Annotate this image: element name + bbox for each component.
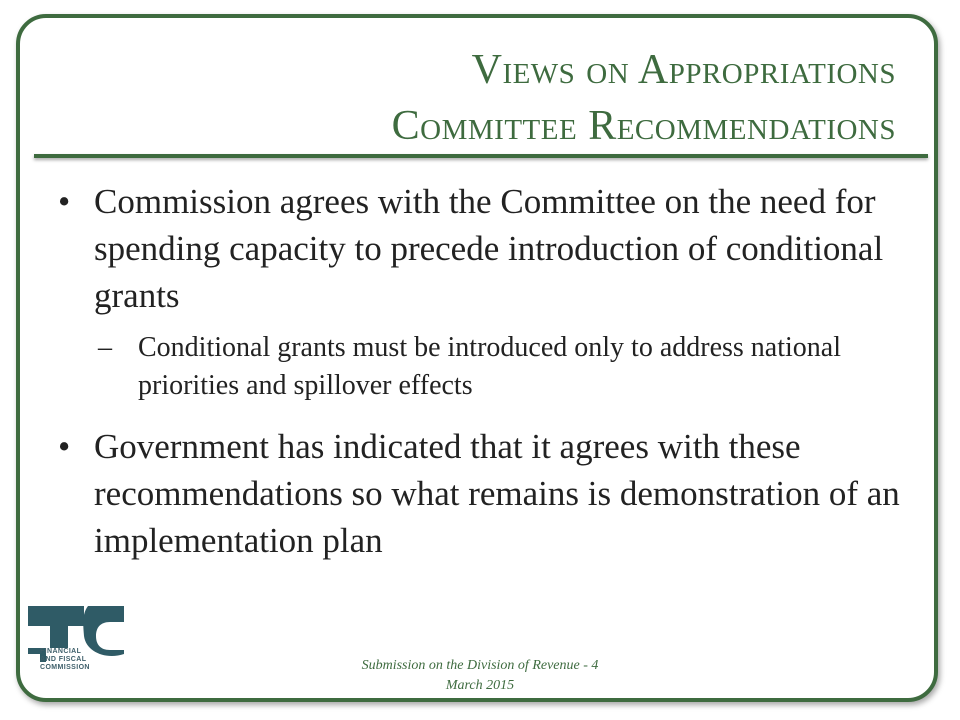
title-divider bbox=[34, 154, 928, 158]
logo-line: FINANCIAL bbox=[40, 648, 82, 655]
title-line-2: Committee Recommendations bbox=[391, 103, 896, 149]
bullet-text: Government has indicated that it agrees with these recommendations so what remains is demonstration of an implementation plan bbox=[94, 427, 900, 560]
bullet-icon: • bbox=[58, 427, 71, 466]
footer-line-1: Submission on the Division of Revenue - 4 bbox=[361, 658, 599, 673]
slide-footer bbox=[280, 656, 680, 696]
title-line-1: Views on Appropriations bbox=[471, 47, 896, 93]
slide-body bbox=[58, 178, 908, 564]
ffc-logo-icon bbox=[26, 604, 126, 688]
logo-text bbox=[40, 648, 110, 672]
footer-line-2: March 2015 bbox=[445, 678, 515, 693]
bullet-item bbox=[58, 423, 908, 564]
dash-icon: – bbox=[98, 332, 112, 363]
bullet-item bbox=[58, 178, 908, 319]
bullet-icon: • bbox=[58, 182, 71, 221]
logo-line: COMMISSION bbox=[40, 664, 90, 671]
slide-title bbox=[56, 42, 896, 154]
bullet-text: Commission agrees with the Committee on the need for spending capacity to precede introduction of conditional grants bbox=[94, 182, 884, 315]
logo-line: AND FISCAL bbox=[40, 656, 87, 663]
sub-bullet-item bbox=[58, 329, 908, 405]
sub-bullet-text: Conditional grants must be introduced only to address national priorities and spillover effects bbox=[138, 332, 841, 401]
